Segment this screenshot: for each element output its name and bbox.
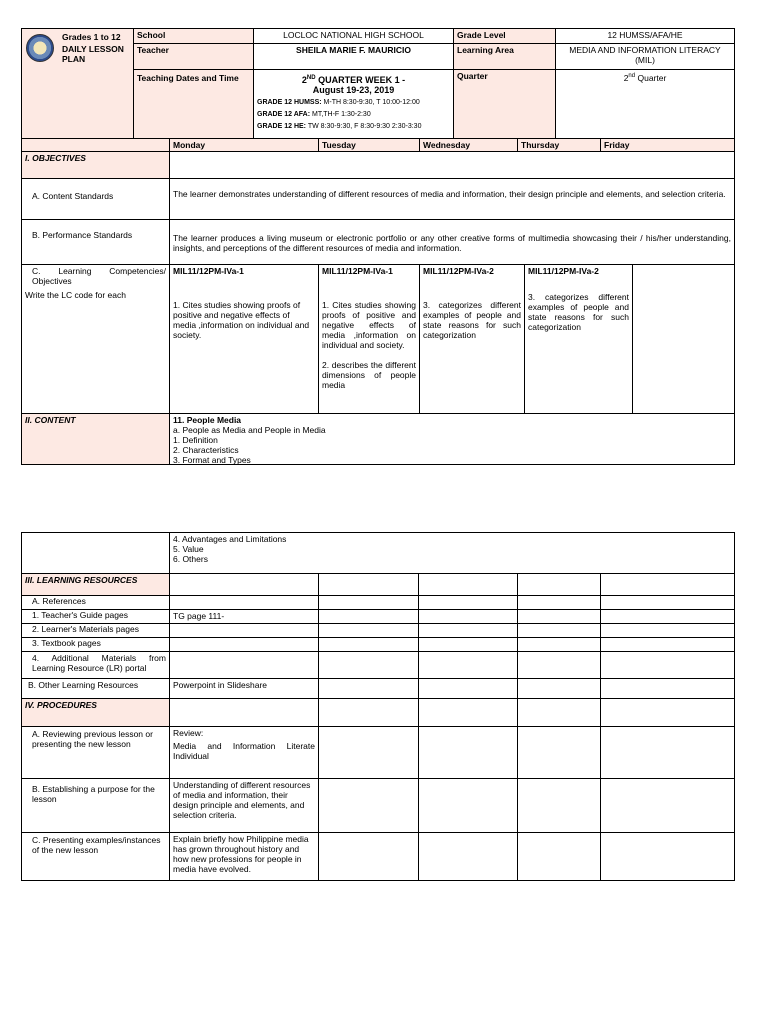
procedures-heading: IV. PROCEDURES (21, 698, 170, 727)
content-heading: II. CONTENT (21, 413, 170, 465)
day-wednesday: Wednesday (419, 138, 518, 152)
school-value: LOCLOC NATIONAL HIGH SCHOOL (253, 28, 454, 44)
empty-day-cell (517, 573, 601, 596)
competency-friday (632, 264, 735, 414)
empty-day-cell (418, 698, 518, 727)
empty-day-cell (517, 698, 601, 727)
performance-standards-label: B. Performance Standards (21, 219, 170, 265)
teacher-value: SHEILA MARIE F. MAURICIO (253, 43, 454, 70)
empty-day-cell (517, 637, 601, 652)
content-text: 11. People Media a. People as Media and People in Media 1. Definition 2. Characteristics 3. Format and Types (169, 413, 735, 465)
empty-day-cell (169, 595, 319, 610)
empty-day-cell (318, 637, 419, 652)
other-resources-label: B. Other Learning Resources (21, 678, 170, 699)
tg-label: 1. Teacher's Guide pages (21, 609, 170, 624)
grades-cell (21, 28, 134, 139)
objectives-blank (169, 151, 735, 179)
empty-day-cell (318, 726, 419, 779)
empty-day-cell (318, 595, 419, 610)
dates-label: Teaching Dates and Time (133, 69, 254, 139)
empty-day-cell (169, 637, 319, 652)
empty-day-cell (600, 573, 735, 596)
day-thursday: Thursday (517, 138, 601, 152)
empty-day-cell (318, 778, 419, 833)
empty-day-cell (517, 623, 601, 638)
additional-materials-label: 4. Additional Materials from Learning Resource (LR) portal (21, 651, 170, 679)
empty-day-cell (418, 678, 518, 699)
empty-day-cell (418, 595, 518, 610)
procedure-b-label: B. Establishing a purpose for the lesson (21, 778, 170, 833)
empty-day-cell (318, 609, 419, 624)
empty-day-cell (600, 832, 735, 881)
procedure-b-value: Understanding of different resources of media and information, their design principle and elements, and selection criteria. (169, 778, 319, 833)
teacher-label: Teacher (133, 43, 254, 70)
empty-day-cell (517, 595, 601, 610)
review-topic: Media and Information Literate Individual (173, 741, 315, 761)
empty-day-cell (517, 832, 601, 881)
day-friday: Friday (600, 138, 735, 152)
competencies-label: C. Learning Competencies/ Objectives (32, 266, 166, 286)
empty-day-cell (318, 698, 419, 727)
school-label: School (133, 28, 254, 44)
empty-day-cell (517, 651, 601, 679)
learning-area-label: Learning Area (453, 43, 556, 70)
empty-day-cell (600, 623, 735, 638)
other-resources-value: Powerpoint in Slideshare (169, 678, 319, 699)
content-cont-text: 4. Advantages and Limitations 5. Value 6. Others (169, 532, 735, 574)
empty-day-cell (318, 623, 419, 638)
tg-value: TG page 111- (169, 609, 319, 624)
empty-day-cell (600, 595, 735, 610)
content-standards-text: The learner demonstrates understanding of different resources of media and information, their design principle and elements, and selection criteria. (169, 178, 735, 220)
procedure-a-value (169, 726, 319, 779)
tb-label: 3. Textbook pages (21, 637, 170, 652)
empty-day-cell (418, 637, 518, 652)
lm-label: 2. Learner's Materials pages (21, 623, 170, 638)
grade-level-label: Grade Level (453, 28, 556, 44)
day-monday: Monday (169, 138, 319, 152)
empty-day-cell (418, 726, 518, 779)
schedule-afa: GRADE 12 AFA: MT,TH-F 1:30-2:30 (257, 111, 371, 118)
competency-monday: MIL11/12PM-IVa-1 1. Cites studies showing proofs of positive and negative effects of media ,information on individual and society. (169, 264, 319, 414)
empty-day-cell (169, 651, 319, 679)
empty-day-cell (418, 778, 518, 833)
content-cont-label (21, 532, 170, 574)
objectives-heading: I. OBJECTIVES (21, 151, 170, 179)
empty-day-cell (600, 778, 735, 833)
quarter-label: Quarter (453, 69, 556, 139)
grade-level-value: 12 HUMSS/AFA/HE (555, 28, 735, 44)
competencies-label-cell (21, 264, 170, 414)
day-tuesday: Tuesday (318, 138, 420, 152)
performance-standards-text: The learner produces a living museum or electronic portfolio or any other creative forms of multimedia showcasing their / his/her understanding, insights, and perceptions of the different resources of media and information. (169, 219, 735, 265)
competencies-sub: Write the LC code for each (25, 290, 126, 300)
procedure-c-value: Explain briefly how Philippine media has grown throughout history and how new professions for people in media have evolved. (169, 832, 319, 881)
procedure-a-label: A. Reviewing previous lesson or presenting the new lesson (21, 726, 170, 779)
competency-thursday: MIL11/12PM-IVa-2 3. categorizes different examples of people and state reasons for such categorization (524, 264, 633, 414)
empty-day-cell (169, 573, 319, 596)
empty-day-cell (517, 678, 601, 699)
empty-day-cell (600, 678, 735, 699)
quarter-value: 2nd Quarter (555, 69, 735, 139)
procedure-c-label: C. Presenting examples/instances of the new lesson (21, 832, 170, 881)
content-standards-label: A. Content Standards (21, 178, 170, 220)
empty-day-cell (418, 623, 518, 638)
empty-day-cell (517, 778, 601, 833)
empty-day-cell (600, 609, 735, 624)
empty-day-cell (418, 609, 518, 624)
plan-title: DAILY LESSON PLAN (62, 44, 124, 64)
empty-day-cell (418, 573, 518, 596)
quarter-week-line: 2ND QUARTER WEEK 1 - (301, 75, 406, 85)
empty-day-cell (318, 651, 419, 679)
empty-day-cell (318, 573, 419, 596)
competency-wednesday: MIL11/12PM-IVa-2 3. categorizes different examples of people and state reasons for such categorization (419, 264, 525, 414)
empty-day-cell (600, 637, 735, 652)
deped-seal-icon (26, 34, 54, 62)
empty-day-cell (600, 698, 735, 727)
empty-day-cell (169, 698, 319, 727)
empty-day-cell (600, 726, 735, 779)
resources-heading: III. LEARNING RESOURCES (21, 573, 170, 596)
empty-day-cell (318, 832, 419, 881)
empty-day-cell (517, 609, 601, 624)
schedule-he: GRADE 12 HE: TW 8:30-9:30, F 8:30-9:30 2:30-3:30 (257, 123, 422, 130)
grades-label: Grades 1 to 12 (62, 32, 121, 42)
empty-day-cell (169, 623, 319, 638)
empty-day-cell (517, 726, 601, 779)
learning-area-value: MEDIA AND INFORMATION LITERACY (MIL) (555, 43, 735, 70)
empty-day-cell (418, 832, 518, 881)
references-label: A. References (21, 595, 170, 610)
competency-tuesday: MIL11/12PM-IVa-1 1. Cites studies showing proofs of positive and negative effects of media ,information on individual and society. 2. describes the different dimensions of people media (318, 264, 420, 414)
empty-day-cell (418, 651, 518, 679)
teaching-dates: August 19-23, 2019 (312, 85, 395, 95)
dates-value-cell (253, 69, 454, 139)
schedule-humss: GRADE 12 HUMSS: M-TH 8:30-9:30, T 10:00-12:00 (257, 99, 420, 106)
day-header-blank (21, 138, 170, 152)
empty-day-cell (318, 678, 419, 699)
review-label: Review: (173, 728, 204, 738)
empty-day-cell (600, 651, 735, 679)
